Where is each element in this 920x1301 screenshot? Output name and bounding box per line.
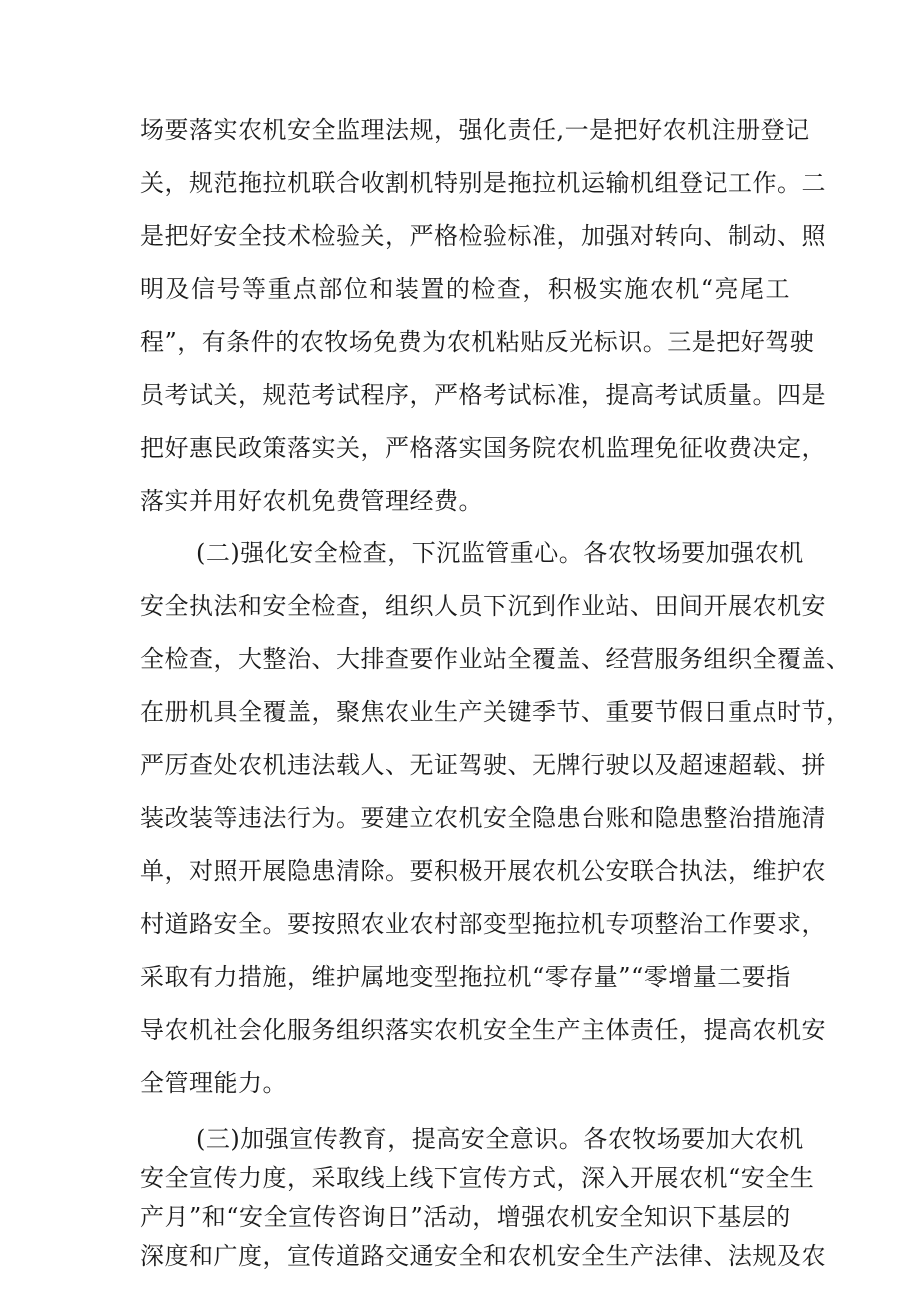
text-line: 产月”和“安全宣传咨询日”活动，增强农机安全知识下基层的 [140,1203,791,1231]
text-line: 安全执法和安全检查，组织人员下沉到作业站、田间开展农机安 [140,592,826,620]
text-line: 村道路安全。要按照农业农村部变型拖拉机专项整治工作要求， [140,910,826,938]
text-line: 员考试关，规范考试程序，严格考试标准，提高考试质量。四是 [140,381,826,409]
text-line: 全检查，大整治、大排查要作业站全覆盖、经营服务组织全覆盖、 [140,645,851,673]
text-line: 严厉查处农机违法载人、无证驾驶、无牌行驶以及超速超载、拼 [140,751,826,779]
text-line: 是把好安全技术检验关，严格检验标准，加强对转向、制动、照 [140,222,826,250]
text-line: 场要落实农机安全监理法规，强化责任,一是把好农机注册登记 [140,116,810,144]
text-line: 采取有力措施，维护属地变型拖拉机“零存量”“零增量二要指 [140,963,791,991]
text-line: 导农机社会化服务组织落实农机安全生产主体责任，提高农机安 [140,1016,826,1044]
text-line: 在册机具全覆盖，聚焦农业生产关键季节、重要节假日重点时节， [140,698,851,726]
text-line: 安全宣传力度，采取线上线下宣传方式，深入开展农机“安全生 [140,1164,815,1192]
paragraph-heading-line: (二)强化安全检查，下沉监管重心。各农牧场要加强农机 [196,539,804,567]
text-line: 关，规范拖拉机联合收割机特别是拖拉机运输机组登记工作。二 [140,169,826,197]
text-line: 全管理能力。 [140,1069,287,1097]
paragraph-heading-line: (三)加强宣传教育，提高安全意识。各农牧场要加大农机 [196,1125,804,1153]
text-line: 程”，有条件的农牧场免费为农机粘贴反光标识。三是把好驾驶 [140,328,815,356]
text-line: 装改装等违法行为。要建立农机安全隐患台账和隐患整治措施清 [140,804,826,832]
text-line: 明及信号等重点部位和装置的检查，积极实施农机“亮尾工 [140,275,790,303]
text-line: 单，对照开展隐患清除。要积极开展农机公安联合执法，维护农 [140,857,826,885]
text-line: 把好惠民政策落实关，严格落实国务院农机监理免征收费决定， [140,434,826,462]
text-line: 深度和广度，宣传道路交通安全和农机安全生产法律、法规及农 [140,1242,826,1270]
text-line: 落实并用好农机免费管理经费。 [140,487,483,515]
